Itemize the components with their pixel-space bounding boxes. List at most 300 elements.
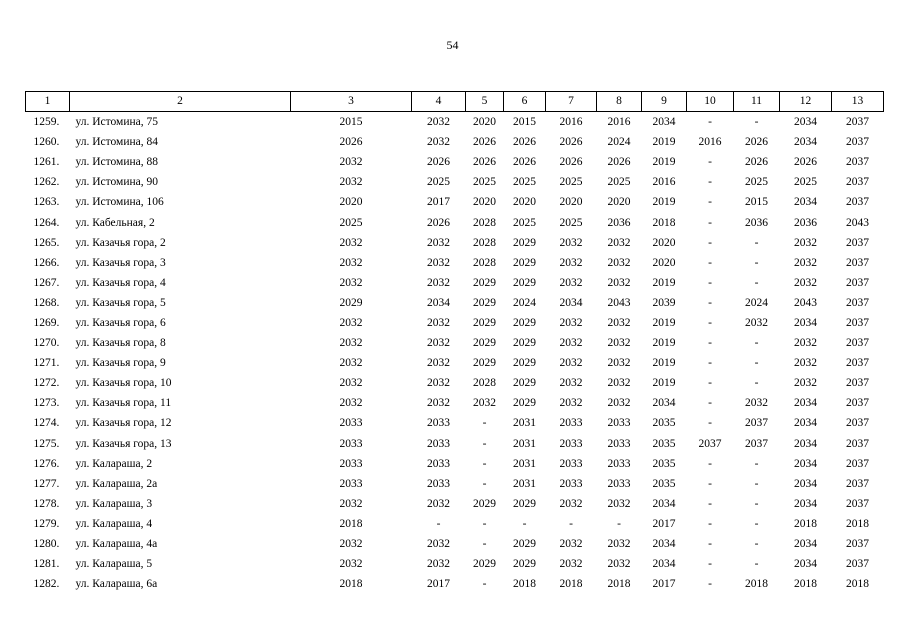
address-cell: ул. Калараша, 6а [75, 578, 158, 591]
year-cell: 2039 [652, 296, 676, 309]
year-cell: 2026 [559, 136, 583, 149]
row-number: 1270. [33, 337, 60, 350]
year-cell: 2020 [513, 196, 536, 209]
year-cell: 2018 [745, 578, 768, 591]
address-cell: ул. Калараша, 4а [75, 538, 158, 551]
year-cell: 2028 [473, 216, 496, 229]
year-cell: - [708, 276, 712, 289]
year-cell: 2019 [652, 196, 676, 209]
year-cell: 2035 [652, 437, 676, 450]
column-header: 3 [291, 92, 412, 112]
address-cell: ул. Истомина, 75 [75, 116, 158, 129]
column-header: 8 [597, 92, 642, 112]
year-cell: 2036 [794, 216, 817, 229]
table-row [26, 253, 884, 273]
year-cell: 2037 [846, 437, 869, 450]
year-cell: 2033 [559, 417, 583, 430]
column-header: 12 [780, 92, 832, 112]
year-cell: 2029 [473, 558, 496, 571]
year-cell: 2029 [513, 276, 536, 289]
row-number: 1274. [33, 417, 60, 430]
year-cell: 2026 [427, 216, 450, 229]
year-cell: 2034 [427, 296, 450, 309]
year-cell: 2018 [339, 517, 363, 530]
year-cell: 2034 [794, 477, 817, 490]
year-cell: - [708, 316, 712, 329]
year-cell: - [754, 497, 759, 510]
year-cell: 2019 [652, 136, 676, 149]
year-cell: 2032 [339, 357, 363, 370]
address-cell: ул. Истомина, 106 [75, 196, 164, 209]
year-cell: 2034 [652, 116, 676, 129]
year-cell: 2019 [652, 156, 676, 169]
address-cell: ул. Кабельная, 2 [75, 216, 155, 229]
year-cell: - [708, 397, 712, 410]
year-cell: 2029 [513, 538, 536, 551]
year-cell: 2032 [339, 337, 363, 350]
table-row [26, 434, 884, 454]
row-number: 1265. [33, 236, 60, 249]
year-cell: 2025 [745, 176, 768, 189]
row-number: 1264. [33, 216, 60, 229]
year-cell: 2025 [339, 216, 363, 229]
column-header: 4 [412, 92, 466, 112]
table-row [26, 373, 884, 393]
year-cell: 2029 [473, 497, 496, 510]
year-cell: 2033 [559, 437, 583, 450]
year-cell: 2034 [794, 558, 817, 571]
year-cell: 2033 [427, 477, 450, 490]
year-cell: 2029 [473, 357, 496, 370]
year-cell: - [754, 558, 759, 571]
column-header: 10 [687, 92, 734, 112]
table-row [26, 152, 884, 172]
year-cell: 2032 [607, 538, 631, 551]
year-cell: 2035 [652, 477, 676, 490]
year-cell: 2032 [427, 276, 450, 289]
row-number: 1271. [33, 357, 60, 370]
year-cell: 2025 [427, 176, 450, 189]
year-cell: 2043 [846, 216, 869, 229]
row-number: 1272. [33, 377, 60, 390]
year-cell: 2032 [473, 397, 496, 410]
address-cell: ул. Казачья гора, 10 [75, 377, 172, 390]
year-cell: 2018 [607, 578, 631, 591]
year-cell: 2032 [339, 236, 363, 249]
year-cell: - [617, 517, 621, 530]
year-cell: 2032 [339, 497, 363, 510]
year-cell: 2037 [846, 136, 869, 149]
column-header: 13 [832, 92, 884, 112]
year-cell: 2025 [607, 176, 631, 189]
year-cell: 2028 [473, 236, 496, 249]
year-cell: 2015 [745, 196, 768, 209]
year-cell: - [482, 437, 487, 450]
row-number: 1267. [33, 276, 60, 289]
year-cell: 2033 [427, 417, 450, 430]
address-cell: ул. Казачья гора, 12 [75, 417, 172, 430]
year-cell: 2029 [513, 558, 536, 571]
address-cell: ул. Истомина, 84 [75, 136, 158, 149]
year-cell: 2032 [339, 316, 363, 329]
year-cell: 2032 [339, 156, 363, 169]
year-cell: 2032 [339, 276, 363, 289]
year-cell: 2037 [846, 538, 869, 551]
table-row [26, 554, 884, 574]
year-cell: 2018 [513, 578, 536, 591]
row-number: 1277. [33, 477, 60, 490]
year-cell: 2034 [794, 316, 817, 329]
year-cell: 2029 [473, 316, 496, 329]
column-header: 1 [26, 92, 70, 112]
year-cell: 2032 [559, 497, 583, 510]
year-cell: 2033 [427, 437, 450, 450]
year-cell: 2033 [339, 457, 363, 470]
year-cell: 2031 [513, 417, 536, 430]
year-cell: 2032 [607, 397, 631, 410]
address-cell: ул. Казачья гора, 11 [75, 397, 172, 410]
year-cell: 2018 [846, 578, 869, 591]
address-cell: ул. Калараша, 3 [75, 497, 153, 510]
year-cell: 2032 [339, 397, 363, 410]
year-cell: - [522, 517, 527, 530]
row-number: 1275. [33, 437, 60, 450]
year-cell: 2037 [846, 156, 869, 169]
year-cell: 2032 [607, 337, 631, 350]
year-cell: 2029 [513, 316, 536, 329]
year-cell: 2024 [607, 136, 631, 149]
year-cell: 2029 [513, 256, 536, 269]
year-cell: 2032 [607, 377, 631, 390]
address-cell: ул. Казачья гора, 2 [75, 236, 166, 249]
year-cell: - [436, 517, 441, 530]
year-cell: - [754, 477, 759, 490]
year-cell: - [754, 256, 759, 269]
year-cell: - [708, 216, 712, 229]
column-header: 2 [70, 92, 291, 112]
year-cell: 2024 [513, 296, 536, 309]
row-number: 1261. [33, 156, 60, 169]
year-cell: - [708, 296, 712, 309]
year-cell: 2032 [794, 337, 817, 350]
year-cell: 2032 [559, 276, 583, 289]
table-body [26, 112, 884, 595]
year-cell: - [708, 357, 712, 370]
year-cell: 2016 [698, 136, 722, 149]
year-cell: - [708, 377, 712, 390]
year-cell: 2043 [794, 296, 817, 309]
year-cell: - [754, 517, 759, 530]
year-cell: - [482, 417, 487, 430]
year-cell: - [482, 578, 487, 591]
year-cell: 2034 [559, 296, 583, 309]
row-number: 1273. [33, 397, 60, 410]
year-cell: 2017 [427, 196, 450, 209]
year-cell: 2026 [427, 156, 450, 169]
year-cell: 2017 [652, 578, 676, 591]
year-cell: 2015 [339, 116, 363, 129]
year-cell: 2026 [794, 156, 817, 169]
year-cell: - [482, 517, 487, 530]
address-cell: ул. Калараша, 5 [75, 558, 153, 571]
year-cell: 2034 [794, 136, 817, 149]
year-cell: 2032 [607, 236, 631, 249]
year-cell: 2020 [652, 256, 676, 269]
year-cell: 2025 [559, 216, 583, 229]
row-number: 1266. [33, 256, 60, 269]
year-cell: 2018 [794, 578, 817, 591]
year-cell: 2020 [339, 196, 363, 209]
year-cell: 2033 [607, 477, 631, 490]
row-number: 1260. [33, 136, 60, 149]
table-row [26, 514, 884, 534]
year-cell: 2029 [473, 276, 496, 289]
year-cell: 2037 [846, 357, 869, 370]
year-cell: 2035 [652, 417, 676, 430]
year-cell: 2032 [427, 116, 450, 129]
year-cell: 2032 [794, 276, 817, 289]
year-cell: 2032 [794, 256, 817, 269]
year-cell: 2032 [794, 377, 817, 390]
year-cell: - [482, 538, 487, 551]
year-cell: 2029 [513, 357, 536, 370]
column-header: 9 [642, 92, 687, 112]
year-cell: - [569, 517, 573, 530]
year-cell: 2026 [513, 156, 536, 169]
year-cell: - [708, 517, 712, 530]
year-cell: 2033 [339, 437, 363, 450]
year-cell: 2025 [794, 176, 817, 189]
address-cell: ул. Казачья гора, 4 [75, 276, 166, 289]
row-number: 1276. [33, 457, 60, 470]
year-cell: - [754, 377, 759, 390]
column-header: 6 [504, 92, 546, 112]
year-cell: 2016 [607, 116, 631, 129]
year-cell: 2032 [427, 337, 450, 350]
year-cell: 2037 [846, 256, 869, 269]
row-number: 1281. [33, 558, 60, 571]
year-cell: - [708, 578, 712, 591]
year-cell: 2032 [339, 538, 363, 551]
year-cell: 2018 [339, 578, 363, 591]
address-cell: ул. Истомина, 90 [75, 176, 158, 189]
table-row [26, 333, 884, 353]
year-cell: 2026 [513, 136, 536, 149]
table-row [26, 132, 884, 152]
row-number: 1278. [33, 497, 60, 510]
year-cell: - [754, 236, 759, 249]
year-cell: - [482, 477, 487, 490]
year-cell: - [482, 457, 487, 470]
year-cell: - [754, 457, 759, 470]
table-row [26, 393, 884, 413]
year-cell: 2032 [339, 256, 363, 269]
year-cell: 2025 [513, 216, 536, 229]
year-cell: - [708, 196, 712, 209]
year-cell: 2037 [846, 477, 869, 490]
year-cell: 2034 [652, 397, 676, 410]
year-cell: 2026 [745, 136, 768, 149]
year-cell: 2032 [427, 136, 450, 149]
address-cell: ул. Истомина, 88 [75, 156, 158, 169]
table-row [26, 454, 884, 474]
row-number: 1282. [33, 578, 60, 591]
year-cell: 2032 [427, 316, 450, 329]
year-cell: 2033 [339, 417, 363, 430]
year-cell: 2033 [427, 457, 450, 470]
address-cell: ул. Казачья гора, 8 [75, 337, 166, 350]
table-row [26, 112, 884, 133]
year-cell: 2026 [339, 136, 363, 149]
year-cell: 2028 [473, 377, 496, 390]
year-cell: 2017 [427, 578, 450, 591]
row-number: 1259. [33, 116, 60, 129]
year-cell: 2032 [559, 558, 583, 571]
year-cell: 2018 [559, 578, 583, 591]
year-cell: 2026 [559, 156, 583, 169]
year-cell: 2029 [513, 337, 536, 350]
year-cell: 2035 [652, 457, 676, 470]
table-row [26, 353, 884, 373]
year-cell: 2032 [607, 497, 631, 510]
year-cell: 2032 [794, 236, 817, 249]
table-row [26, 534, 884, 554]
year-cell: 2037 [846, 196, 869, 209]
year-cell: 2037 [846, 296, 869, 309]
year-cell: 2032 [427, 497, 450, 510]
year-cell: 2032 [559, 357, 583, 370]
column-header: 11 [734, 92, 780, 112]
year-cell: 2032 [559, 236, 583, 249]
address-cell: ул. Казачья гора, 3 [75, 256, 166, 269]
year-cell: 2032 [607, 316, 631, 329]
row-number: 1280. [33, 538, 60, 551]
year-cell: 2036 [745, 216, 768, 229]
year-cell: 2034 [794, 397, 817, 410]
year-cell: 2020 [559, 196, 583, 209]
year-cell: 2016 [559, 116, 583, 129]
row-number: 1279. [33, 517, 60, 530]
year-cell: 2015 [513, 116, 536, 129]
year-cell: 2034 [794, 417, 817, 430]
year-cell: 2033 [607, 437, 631, 450]
table-row [26, 494, 884, 514]
address-cell: ул. Казачья гора, 5 [75, 296, 166, 309]
year-cell: 2034 [794, 437, 817, 450]
table-row [26, 233, 884, 253]
year-cell: - [754, 276, 759, 289]
year-cell: 2037 [846, 176, 869, 189]
year-cell: 2037 [846, 497, 869, 510]
year-cell: - [708, 477, 712, 490]
address-cell: ул. Казачья гора, 6 [75, 316, 166, 329]
year-cell: - [708, 497, 712, 510]
column-header: 5 [466, 92, 504, 112]
year-cell: 2034 [794, 457, 817, 470]
year-cell: - [754, 116, 759, 129]
year-cell: 2028 [473, 256, 496, 269]
year-cell: 2018 [794, 517, 817, 530]
year-cell: 2037 [846, 377, 869, 390]
year-cell: 2034 [794, 538, 817, 551]
year-cell: 2032 [607, 276, 631, 289]
year-cell: 2032 [559, 337, 583, 350]
year-cell: - [708, 538, 712, 551]
address-cell: ул. Калараша, 2 [75, 457, 153, 470]
year-cell: 2037 [846, 558, 869, 571]
year-cell: 2032 [745, 316, 768, 329]
year-cell: 2026 [607, 156, 631, 169]
year-cell: 2029 [339, 296, 363, 309]
year-cell: 2032 [427, 397, 450, 410]
year-cell: 2024 [745, 296, 768, 309]
year-cell: 2034 [794, 497, 817, 510]
year-cell: 2037 [846, 276, 869, 289]
year-cell: 2031 [513, 477, 536, 490]
year-cell: 2025 [513, 176, 536, 189]
year-cell: 2037 [745, 417, 768, 430]
table-row [26, 574, 884, 594]
table-row [26, 313, 884, 333]
year-cell: 2034 [652, 538, 676, 551]
table-row [26, 474, 884, 494]
year-cell: 2034 [652, 558, 676, 571]
year-cell: 2031 [513, 457, 536, 470]
year-cell: 2032 [427, 377, 450, 390]
year-cell: 2043 [607, 296, 631, 309]
year-cell: 2019 [652, 316, 676, 329]
year-cell: 2032 [794, 357, 817, 370]
year-cell: 2020 [652, 236, 676, 249]
year-cell: 2029 [513, 397, 536, 410]
year-cell: 2033 [607, 417, 631, 430]
year-cell: 2029 [473, 296, 496, 309]
year-cell: - [708, 176, 712, 189]
year-cell: 2029 [513, 377, 536, 390]
year-cell: - [754, 538, 759, 551]
year-cell: 2037 [846, 337, 869, 350]
year-cell: 2034 [794, 116, 817, 129]
year-cell: - [754, 357, 759, 370]
year-cell: 2026 [473, 156, 496, 169]
year-cell: 2037 [698, 437, 722, 450]
header-row [26, 92, 884, 112]
year-cell: 2032 [559, 256, 583, 269]
year-cell: 2029 [473, 337, 496, 350]
address-cell: ул. Казачья гора, 13 [75, 437, 172, 450]
year-cell: 2037 [846, 397, 869, 410]
address-cell: ул. Калараша, 2а [75, 477, 158, 490]
year-cell: 2019 [652, 357, 676, 370]
year-cell: - [708, 558, 712, 571]
year-cell: 2032 [559, 538, 583, 551]
year-cell: 2032 [427, 558, 450, 571]
year-cell: 2033 [559, 477, 583, 490]
data-table [25, 91, 884, 594]
year-cell: 2032 [427, 256, 450, 269]
year-cell: - [708, 156, 712, 169]
year-cell: 2032 [559, 397, 583, 410]
year-cell: 2029 [513, 236, 536, 249]
year-cell: 2032 [427, 236, 450, 249]
year-cell: 2016 [652, 176, 676, 189]
year-cell: 2019 [652, 377, 676, 390]
year-cell: 2025 [473, 176, 496, 189]
year-cell: 2033 [339, 477, 363, 490]
year-cell: 2032 [607, 558, 631, 571]
year-cell: 2017 [652, 517, 676, 530]
year-cell: - [708, 337, 712, 350]
